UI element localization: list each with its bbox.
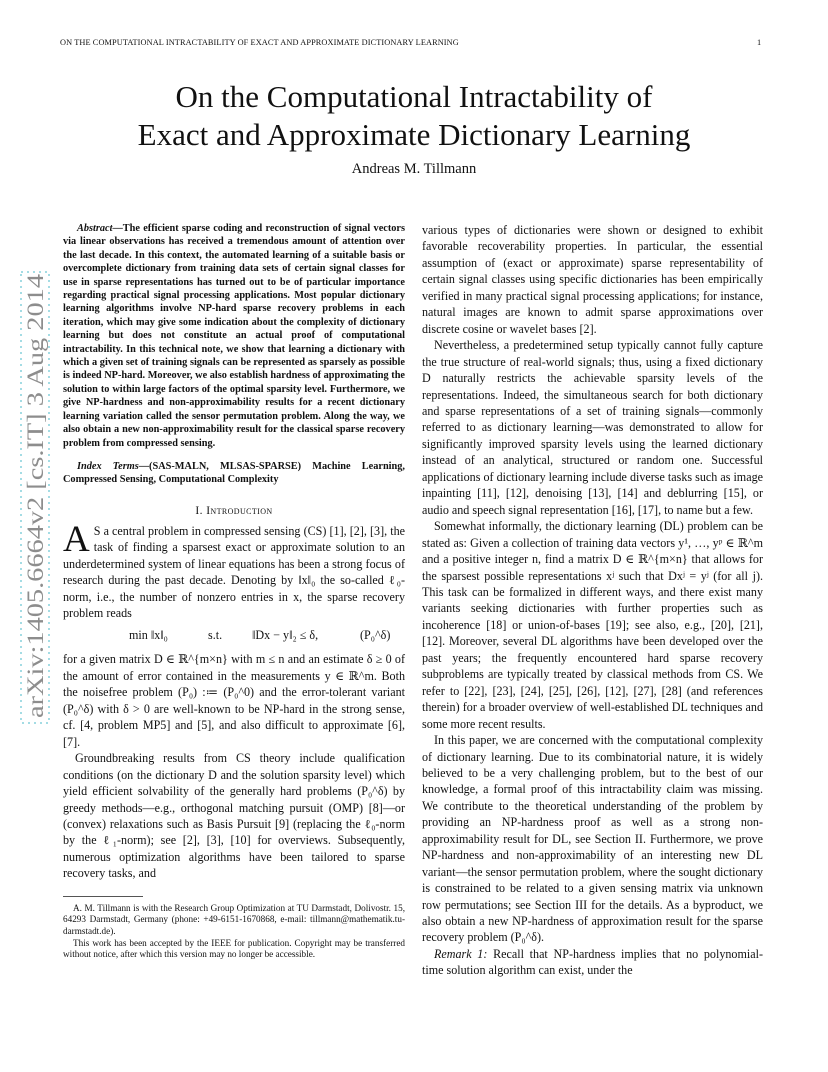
right-paragraph-2: Nevertheless, a predetermined setup typically cannot fully capture the true structure of real-world signals; thus, using a fixed dictionary D naturally restricts the achievable sparsity levels of the representations. Indeed, the simultaneous search for both dictionary and sparse representations of a set of training signals—commonly referred to as dictionary learning—was demonstrated to allow for significantly improved sparsity levels using the learned dictionary instead of an analytical, structured or random one. Successful applications of dictionary learning include diverse tasks such as image inpainting [11], [12], denoising [13], [14] and deblurring [15], or audio and speech signal representation [16], [17], to name but a few. <box>422 338 763 517</box>
abstract-label: Abstract <box>77 223 113 234</box>
intro-paragraph-1-text: S a central problem in compressed sensing (CS) [1], [2], [3], the task of finding a sparsest exact or approximate solution to an underdetermined system of linear equations has been a strong focus of research during the past decade. Denoting by ‖x‖₀ the so-called ℓ₀-norm, i.e., the number of nonzero entries in x, the sparse recovery problem reads <box>63 523 405 620</box>
equation-objective: min ‖x‖₀ <box>129 628 168 643</box>
running-header: ON THE COMPUTATIONAL INTRACTABILITY OF EXACT AND APPROXIMATE DICTIONARY LEARNING <box>60 38 459 47</box>
index-terms-label: Index Terms <box>77 460 139 472</box>
equation-p0-delta <box>63 624 405 648</box>
index-terms <box>63 460 405 487</box>
arxiv-stamp <box>20 270 50 725</box>
intro-paragraph-3: Groundbreaking results from CS theory include qualification conditions (on the dictionary D and the solution sparsity level) which yield efficient solvability of the generally hard problems (P₀^δ) by greedy methods—e.g., orthogonal matching pursuit (OMP) [8]—or (convex) relaxations such as Basis Pursuit [9] (replacing the ℓ₀-norm by the ℓ₁-norm); see [2], [3], [10] for overviews. Subsequently, numerous optimization algorithms have been tailored to sparse recovery tasks, and <box>63 751 405 881</box>
index-terms-text: —(SAS-MALN, MLSAS-SPARSE) Machine Learning, Compressed Sensing, Computational Complexity <box>63 460 405 486</box>
paper-title <box>0 78 828 154</box>
right-paragraph-3: Somewhat informally, the dictionary learning (DL) problem can be stated as: Given a collection of training data vectors y¹, …, yᵖ ∈ ℝ^m and a positive integer n, find a matrix D ∈ ℝ^{m×n} that allows for the sparsest possible representations xʲ such that Dxʲ = yʲ (for all j). This task can be formalized in different ways, and there exist many variants seeking dictionaries with further properties such as incoherence [18] or union-of-bases [19]; see also, e.g., [20], [21], [12]. Moreover, several DL algorithms have been developed over the past years; the frequently encountered hard sparse recovery subproblems are typically treated by classical methods from CS. We refer to [22], [23], [24], [25], [26], [12], [27], [28] (and references therein) for a broader overview of well-established DL techniques and some more recent results. <box>422 519 763 731</box>
right-column <box>422 222 763 979</box>
arxiv-stamp-text: arXiv:1405.6664v2 [cs.IT] 3 Aug 2014 <box>23 349 49 718</box>
footnote-affiliation: A. M. Tillmann is with the Research Group Optimization at TU Darmstadt, Dolivostr. 15, 64293 Darmstadt, Germany (phone: +49-6151-1670868, e-mail: tillmann@mathematik.tu-darmstadt.de). <box>63 902 405 936</box>
remark-text: Recall that NP-hardness implies that no polynomial-time solution algorithm can exist, under the <box>422 946 763 978</box>
title-line-1: On the Computational Intractability of <box>175 79 653 114</box>
equation-label: (P₀^δ) <box>360 628 391 643</box>
remark-label: Remark 1: <box>434 946 488 961</box>
abstract <box>63 222 405 450</box>
title-line-2: Exact and Approximate Dictionary Learning <box>137 117 691 152</box>
equation-subject-to: s.t. <box>208 628 223 643</box>
section-heading-introduction <box>63 505 405 517</box>
author-name: Andreas M. Tillmann <box>351 161 477 177</box>
left-column <box>63 222 405 961</box>
section-numeral: I. <box>195 504 203 517</box>
remark-1 <box>422 946 763 979</box>
intro-paragraph-1 <box>63 518 405 622</box>
right-paragraph-1: various types of dictionaries were shown or designed to exhibit favorable recoverability properties. In particular, the essential assumption of (exact or approximate) sparse representability of certain signal classes using specific dictionaries has been empirically verified in many practical signal processing applications; for instance, natural images are known to admit sparse approximations over discrete cosine or wavelet bases [2]. <box>422 223 763 336</box>
intro-paragraph-2: for a given matrix D ∈ ℝ^{m×n} with m ≤ n and an estimate δ ≥ 0 of the amount of error contained in the measurements y ∈ ℝ^m. Both the noisefree problem (P₀) :≔ (P₀^0) and the error-tolerant variant (P₀^δ) with δ > 0 are well-known to be NP-hard in the strong sense, cf. [4, problem MP5] and [5], and also difficult to approximate [6], [7]. <box>63 652 405 749</box>
footnote-rule <box>63 896 143 897</box>
equation-constraint: ‖Dx − y‖₂ ≤ δ, <box>252 628 319 643</box>
right-paragraph-4: In this paper, we are concerned with the computational complexity of dictionary learning. Due to its combinatorial nature, it is widely believed to be a very challenging problem, but to the best of our knowledge, a formal proof of this intractability claim was missing. We contribute to the theoretical understanding of the problem by providing an NP-hardness proof as well as a strong non-approximability result for DL, see Section II. Furthermore, we prove NP-hardness and non-approximability of an interesting new DL variant—the sensor permutation problem, where the sought dictionary is constrained to be related to a given sensing matrix via unknown row permutations; see Section III for the details. As a byproduct, we also obtain a new NP-hardness of approximation result for the sparse recovery problem (P₀^δ). <box>422 733 763 945</box>
abstract-text: —The efficient sparse coding and reconstruction of signal vectors via linear observations has received a tremendous amount of attention over the last decade. In this context, the automated learning of a suitable basis or overcomplete dictionary from training data sets of certain signal classes for use in sparse representations has turned out to be of particular importance regarding practical signal processing applications. Most popular dictionary learning algorithms involve NP-hard sparse recovery problems in each iteration, which may give some indication about the complexity of dictionary learning but does not constitute an actual proof of computational intractability. In this technical note, we show that learning a dictionary with which a given set of training signals can be represented as sparsely as possible is indeed NP-hard. Moreover, we also establish hardness of approximating the solution to within large factors of the optimal sparsity level. Furthermore, we give NP-hardness and non-approximability results for a recent dictionary learning variation called the sensor permutation problem. Along the way, we also obtain a new non-approximability result for the classical sparse recovery problem from compressed sensing. <box>63 223 405 449</box>
drop-cap: A <box>63 518 90 560</box>
section-title: Introduction <box>206 504 273 517</box>
page-number: 1 <box>757 38 762 47</box>
footnote-copyright: This work has been accepted by the IEEE for publication. Copyright may be transferred without notice, after which this version may no longer be accessible. <box>63 937 405 960</box>
